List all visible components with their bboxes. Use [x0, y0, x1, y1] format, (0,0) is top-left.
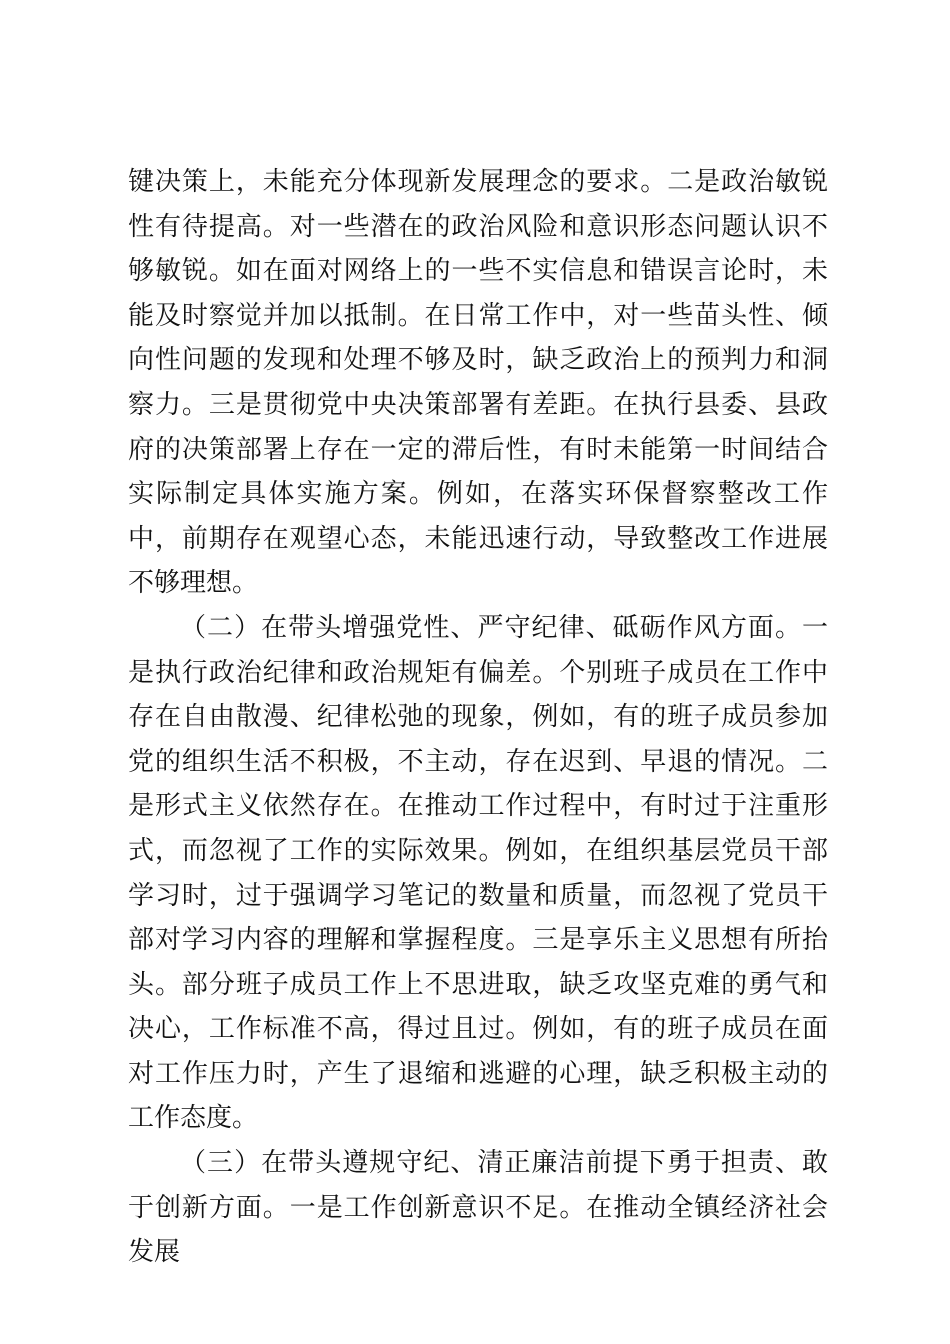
paragraph-section-two: （二）在带头增强党性、严守纪律、砥砺作风方面。一是执行政治纪律和政治规矩有偏差。个别班子成员在工作中存在自由散漫、纪律松弛的现象，例如，有的班子成员参加党的组织生活不积极，不主动，存在迟到、早退的情况。二是形式主义依然存在。在推动工作过程中，有时过于注重形式，而忽视了工作的实际效果。例如，在组织基层党员干部学习时，过于强调学习笔记的数量和质量，而忽视了党员干部对学习内容的理解和掌握程度。三是享乐主义思想有所抬头。部分班子成员工作上不思进取，缺乏攻坚克难的勇气和决心，工作标准不高，得过且过。例如，有的班子成员在面对工作压力时，产生了退缩和逃避的心理，缺乏积极主动的工作态度。 — [128, 612, 828, 1134]
document-body — [128, 160, 828, 1275]
paragraph-section-three: （三）在带头遵规守纪、清正廉洁前提下勇于担责、敢于创新方面。一是工作创新意识不足。在推动全镇经济社会发展 — [128, 1148, 828, 1268]
paragraph-continuation: 键决策上，未能充分体现新发展理念的要求。二是政治敏锐性有待提高。对一些潜在的政治风险和意识形态问题认识不够敏锐。如在面对网络上的一些不实信息和错误言论时，未能及时察觉并加以抵制。在日常工作中，对一些苗头性、倾向性问题的发现和处理不够及时，缺乏政治上的预判力和洞察力。三是贯彻党中央决策部署有差距。在执行县委、县政府的决策部署上存在一定的滞后性，有时未能第一时间结合实际制定具体实施方案。例如，在落实环保督察整改工作中，前期存在观望心态，未能迅速行动，导致整改工作进展不够理想。 — [128, 167, 828, 599]
